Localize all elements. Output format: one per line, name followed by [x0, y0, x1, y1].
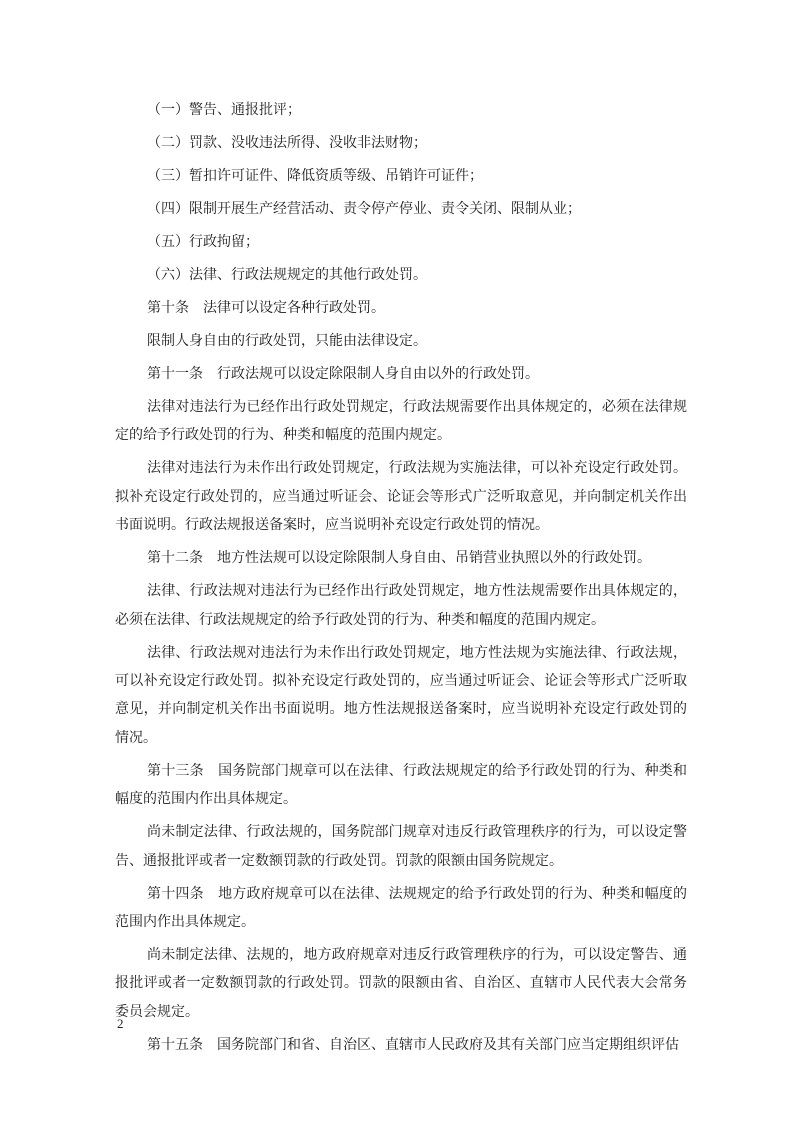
article-12-clause-2: 法律、行政法规对违法行为已经作出行政处罚规定，地方性法规需要作出具体规定的，必须在法律、行政法规规定的给予行政处罚的行为、种类和幅度的范围内规定。	[115, 583, 687, 628]
article-10-heading: 第十条 法律可以设定各种行政处罚。	[147, 300, 385, 316]
paragraph-item-6: （六）法律、行政法规规定的其他行政处罚。	[147, 267, 427, 283]
article-15-heading: 第十五条 国务院部门和省、自治区、直辖市人民政府及其有关部门应当定期组织评估	[147, 1036, 679, 1053]
article-12-clause-3: 法律、行政法规对违法行为未作出行政处罚规定，地方性法规为实施法律、行政法规，可以补充设定行政处罚。拟补充设定行政处罚的，应当通过听证会、论证会等形式广泛听取意见，并向制定机关作出书面说明。地方性法规报送备案时，应当说明补充设定行政处罚的情况。	[115, 644, 687, 746]
article-12-heading: 第十二条 地方性法规可以设定除限制人身自由、吊销营业执照以外的行政处罚。	[147, 550, 651, 567]
paragraph-item-5: （五）行政拘留；	[147, 234, 259, 250]
article-11-heading: 第十一条 行政法规可以设定除限制人身自由以外的行政处罚。	[147, 366, 539, 382]
article-11-clause-3: 法律对违法行为未作出行政处罚规定，行政法规为实施法律，可以补充设定行政处罚。拟补充设定行政处罚的，应当通过听证会、论证会等形式广泛听取意见，并向制定机关作出书面说明。行政法规报送备案时，应当说明补充设定行政处罚的情况。	[115, 460, 687, 534]
article-14-clause-2: 尚未制定法律、法规的，地方政府规章对违反行政管理秩序的行为，可以设定警告、通报批评或者一定数额罚款的行政处罚。罚款的限额由省、自治区、直辖市人民代表大会常务委员会规定。	[115, 947, 687, 1020]
article-11-clause-2: 法律对违法行为已经作出行政处罚规定，行政法规需要作出具体规定的，必须在法律规定的给予行政处罚的行为、种类和幅度的范围内规定。	[115, 399, 687, 444]
paragraph-item-4: （四）限制开展生产经营活动、责令停产停业、责令关闭、限制从业；	[147, 201, 581, 217]
paragraph-item-3: （三）暂扣许可证件、降低资质等级、吊销许可证件；	[147, 168, 483, 184]
page-number: 2	[117, 1016, 124, 1031]
article-14-heading: 第十四条 地方政府规章可以在法律、法规规定的给予行政处罚的行为、种类和幅度的范围内作出具体规定。	[115, 885, 687, 931]
document-body	[115, 96, 687, 1064]
article-10-clause-2: 限制人身自由的行政处罚，只能由法律设定。	[147, 333, 427, 349]
article-13-clause-2: 尚未制定法律、行政法规的，国务院部门规章对违反行政管理秩序的行为，可以设定警告、通报批评或者一定数额罚款的行政处罚。罚款的限额由国务院规定。	[115, 824, 687, 869]
article-13-heading: 第十三条 国务院部门规章可以在法律、行政法规规定的给予行政处罚的行为、种类和幅度的范围内作出具体规定。	[115, 762, 687, 808]
paragraph-item-2: （二）罚款、没收违法所得、没收非法财物；	[147, 135, 427, 151]
paragraph-item-1: （一）警告、通报批评；	[147, 102, 301, 118]
